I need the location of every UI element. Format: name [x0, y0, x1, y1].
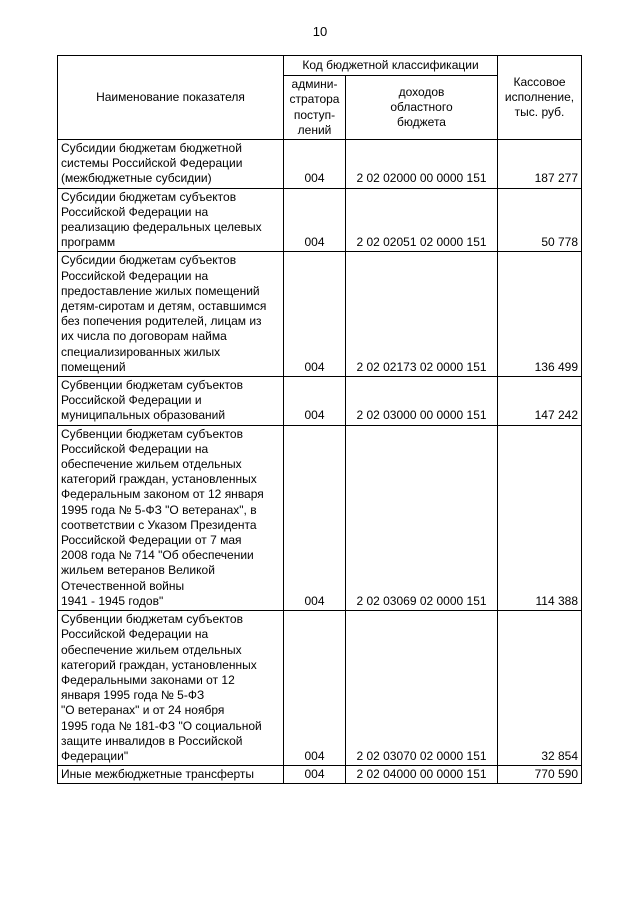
- row-amount: 187 277: [498, 140, 582, 189]
- row-name: Субвенции бюджетам субъектов Российской Федерации и муниципальных образований: [58, 377, 284, 426]
- row-amount: 32 854: [498, 611, 582, 766]
- budget-table: [57, 55, 582, 784]
- row-code: 2 02 02000 00 0000 151: [346, 140, 498, 189]
- row-name: Субсидии бюджетам субъектов Российской Федерации на предоставление жилых помещений детям-сиротам и детям, оставшимся без попечения родителей, лицам из их числа по договорам найма специализированных жилых помещений: [58, 252, 284, 377]
- table-row: [58, 188, 582, 252]
- row-name: Субсидии бюджетам субъектов Российской Федерации на реализацию федеральных целевых программ: [58, 188, 284, 252]
- row-amount: 114 388: [498, 425, 582, 610]
- header-revenue: доходов областного бюджета: [346, 76, 498, 140]
- row-code: 2 02 03069 02 0000 151: [346, 425, 498, 610]
- table-row: [58, 425, 582, 610]
- row-admin: 004: [284, 252, 346, 377]
- row-name: Субсидии бюджетам бюджетной системы Российской Федерации (межбюджетные субсидии): [58, 140, 284, 189]
- page-number: 10: [312, 24, 328, 39]
- row-code: 2 02 03000 00 0000 151: [346, 377, 498, 426]
- row-name: Субвенции бюджетам субъектов Российской Федерации на обеспечение жильем отдельных категорий граждан, установленных Федеральным законом от 12 января 1995 года № 5-ФЗ "О ветеранах", в соответствии с Указом Президента Российской Федерации от 7 мая 2008 года № 714 "Об обеспечении жильем ветеранов Великой Отечественной войны 1941 - 1945 годов": [58, 425, 284, 610]
- row-admin: 004: [284, 425, 346, 610]
- table-row: [58, 611, 582, 766]
- header-execution: Кассовое исполнение, тыс. руб.: [498, 56, 582, 140]
- table-row: [58, 766, 582, 784]
- row-code: 2 02 03070 02 0000 151: [346, 611, 498, 766]
- row-admin: 004: [284, 766, 346, 784]
- header-admin: админи- стратора поступ- лений: [284, 76, 346, 140]
- row-name: Иные межбюджетные трансферты: [58, 766, 284, 784]
- row-amount: 770 590: [498, 766, 582, 784]
- header-name: Наименование показателя: [58, 56, 284, 140]
- row-admin: 004: [284, 377, 346, 426]
- row-admin: 004: [284, 140, 346, 189]
- row-code: 2 02 02173 02 0000 151: [346, 252, 498, 377]
- row-admin: 004: [284, 611, 346, 766]
- row-admin: 004: [284, 188, 346, 252]
- table-row: [58, 252, 582, 377]
- table-row: [58, 140, 582, 189]
- table-row: [58, 377, 582, 426]
- row-amount: 136 499: [498, 252, 582, 377]
- row-code: 2 02 02051 02 0000 151: [346, 188, 498, 252]
- row-code: 2 02 04000 00 0000 151: [346, 766, 498, 784]
- row-name: Субвенции бюджетам субъектов Российской Федерации на обеспечение жильем отдельных категорий граждан, установленных Федеральными законами от 12 января 1995 года № 5-ФЗ "О ветеранах" и от 24 ноября 1995 года № 181-ФЗ "О социальной защите инвалидов в Российской Федерации": [58, 611, 284, 766]
- row-amount: 147 242: [498, 377, 582, 426]
- header-classification: Код бюджетной классификации: [284, 56, 498, 76]
- row-amount: 50 778: [498, 188, 582, 252]
